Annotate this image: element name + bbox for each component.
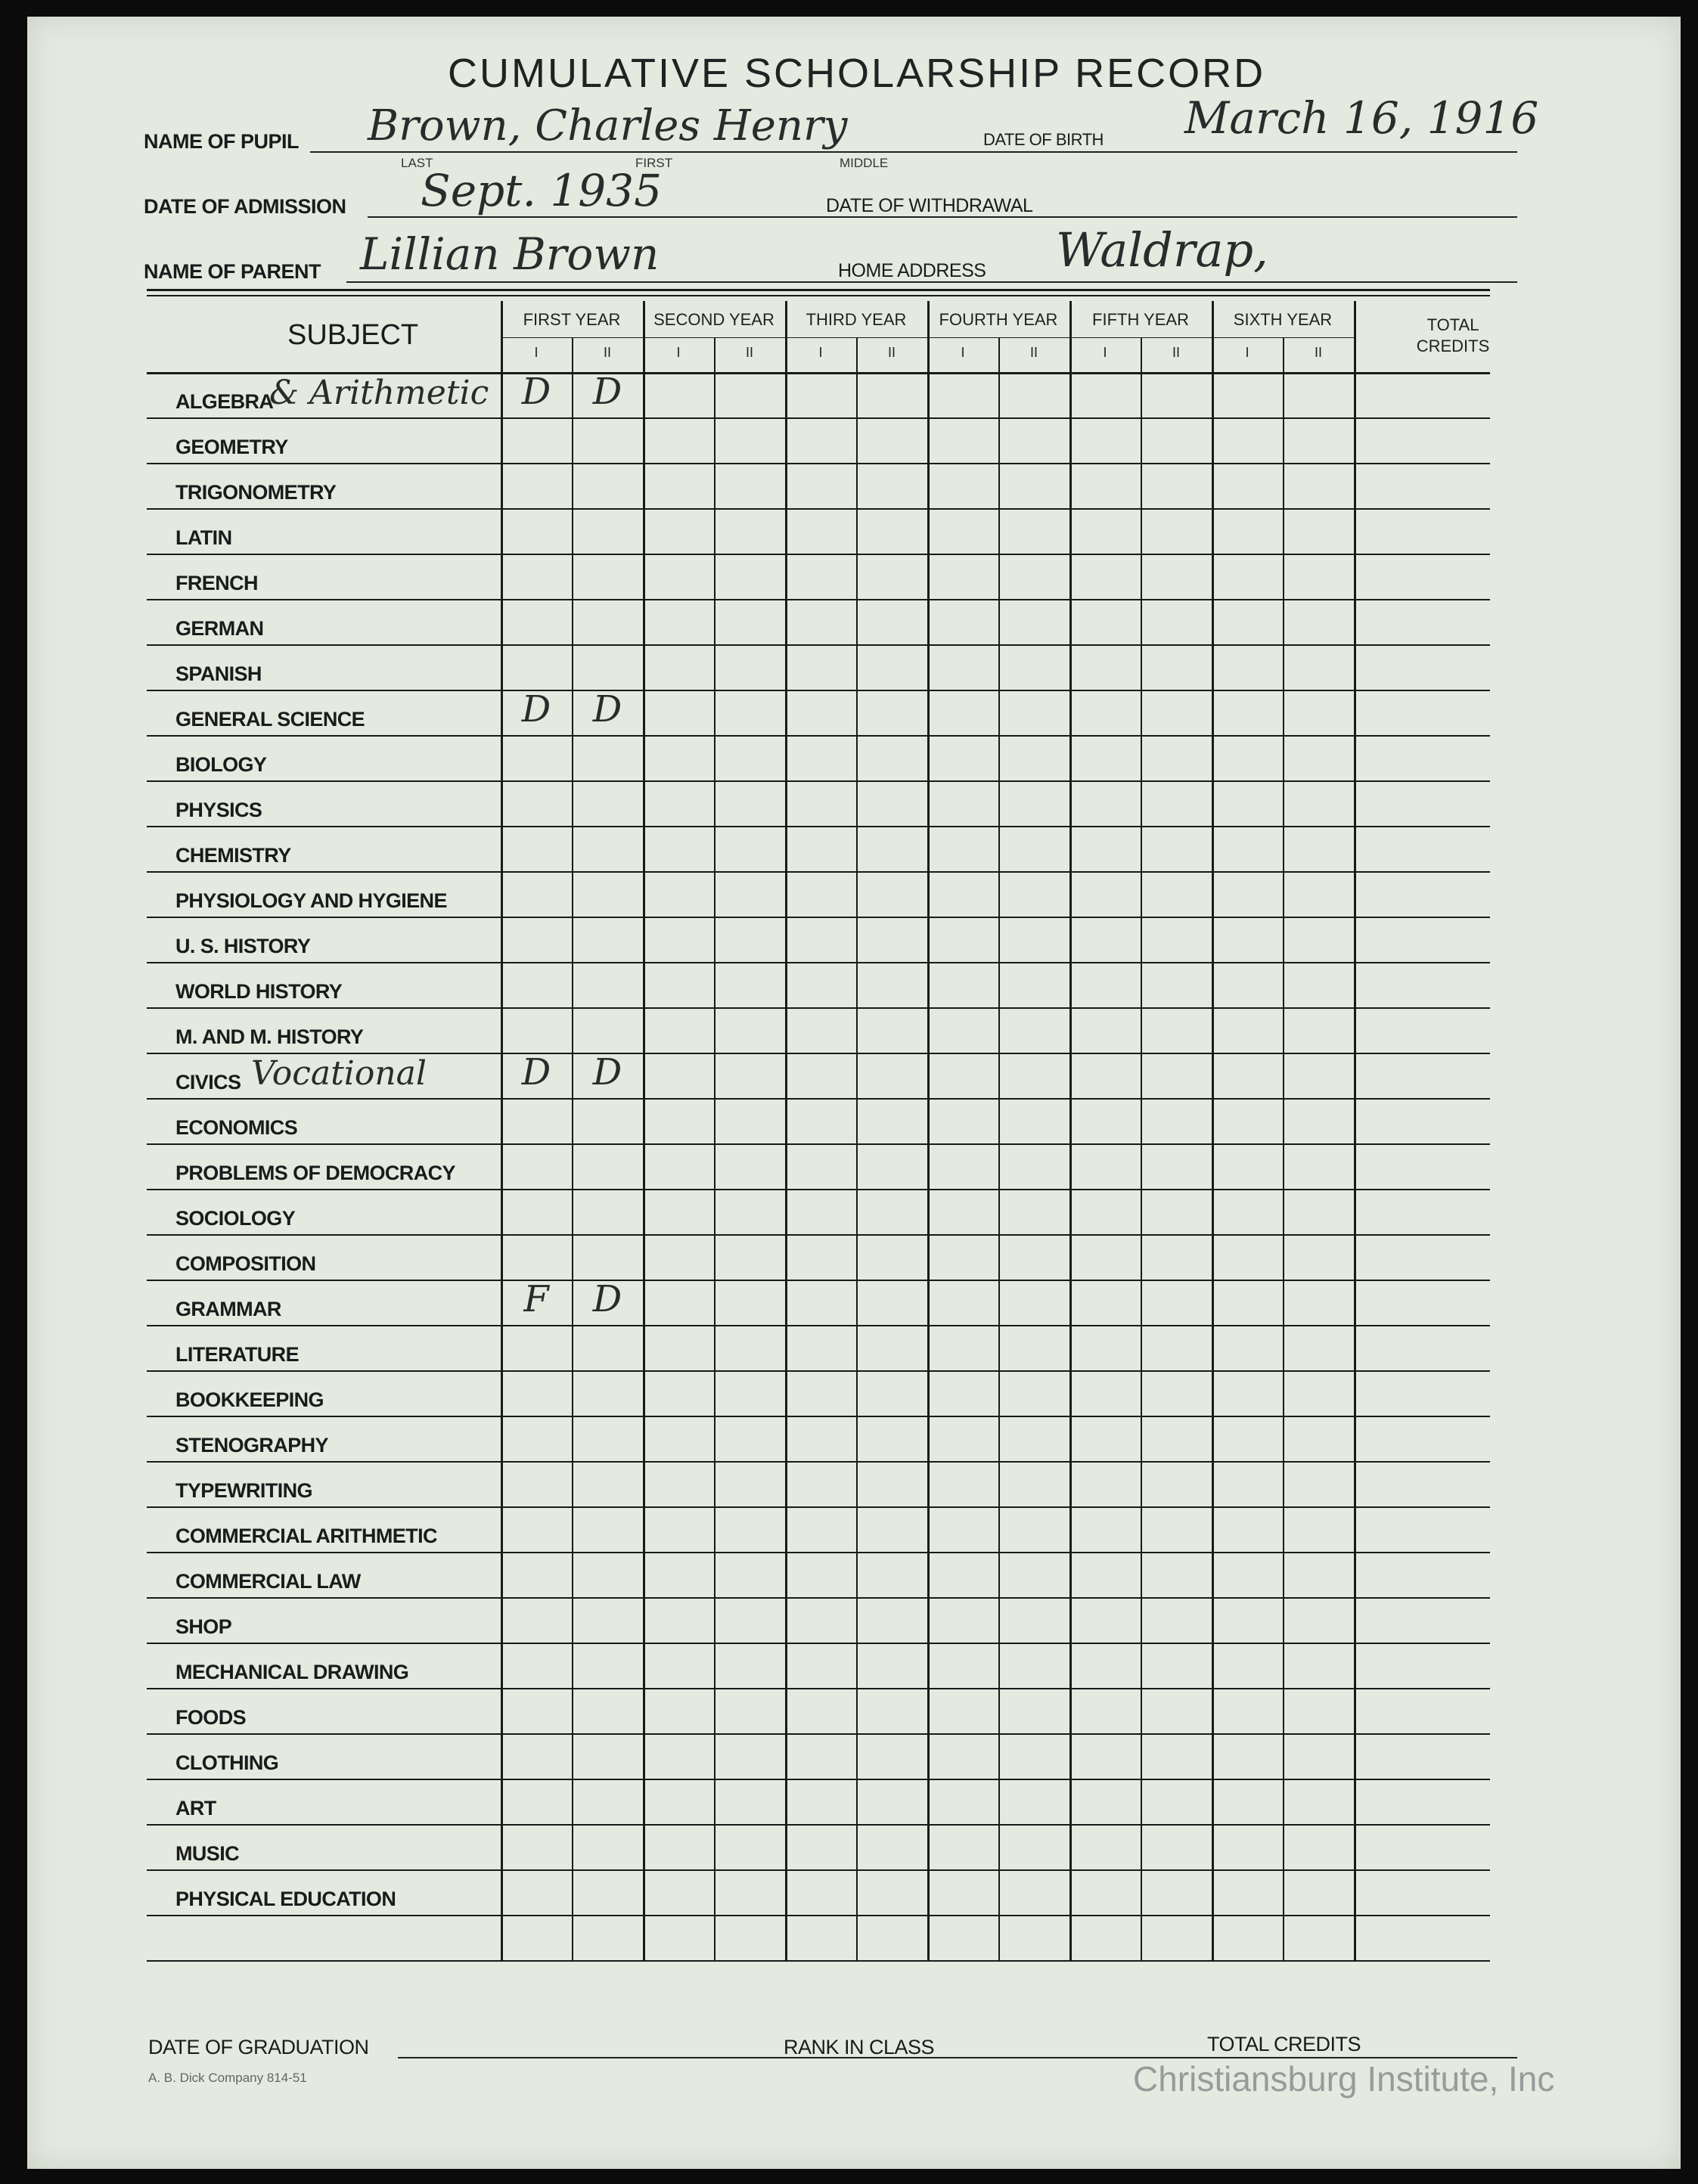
row-rule bbox=[147, 644, 1490, 646]
subject-label: CHEMISTRY bbox=[175, 844, 291, 867]
admission-value: Sept. 1935 bbox=[421, 165, 662, 216]
subject-label: ALGEBRA bbox=[175, 390, 274, 413]
row-rule bbox=[147, 463, 1490, 464]
column-line bbox=[927, 301, 930, 1960]
subject-label: MECHANICAL DRAWING bbox=[175, 1661, 409, 1683]
subject-label: GERMAN bbox=[175, 617, 264, 640]
grade-second-sem: D bbox=[592, 371, 622, 413]
parent-value: Lillian Brown bbox=[360, 228, 660, 280]
withdrawal-label: DATE OF WITHDRAWAL bbox=[826, 195, 1033, 216]
subject-note: Vocational bbox=[251, 1054, 427, 1093]
row-rule bbox=[147, 1688, 1490, 1689]
address-label: HOME ADDRESS bbox=[838, 260, 986, 281]
subject-label: GEOMETRY bbox=[175, 436, 288, 458]
subject-label: U. S. HISTORY bbox=[175, 935, 311, 957]
year-header-1: FIRST YEAR bbox=[523, 310, 621, 329]
rank-label: RANK IN CLASS bbox=[784, 2036, 935, 2058]
subject-label: FRENCH bbox=[175, 572, 258, 594]
row-rule bbox=[147, 1960, 1490, 1962]
row-rule bbox=[147, 1325, 1490, 1326]
semester-header: I bbox=[818, 345, 823, 360]
column-line bbox=[1141, 337, 1142, 1960]
grade-first-sem: F bbox=[523, 1278, 549, 1320]
total-credits-label: TOTAL CREDITS bbox=[1207, 2033, 1361, 2055]
subject-label: TRIGONOMETRY bbox=[175, 481, 337, 504]
row-rule bbox=[147, 962, 1490, 963]
grade-first-sem: D bbox=[521, 1051, 551, 1094]
column-line bbox=[1283, 337, 1284, 1960]
page-title: CUMULATIVE SCHOLARSHIP RECORD bbox=[448, 51, 1266, 96]
column-line bbox=[1069, 301, 1072, 1960]
subject-label: M. AND M. HISTORY bbox=[175, 1025, 364, 1048]
grade-second-sem: D bbox=[592, 1051, 622, 1094]
pupil-rule bbox=[310, 151, 1517, 153]
semester-header: I bbox=[534, 345, 539, 360]
column-line bbox=[643, 301, 645, 1960]
column-line bbox=[785, 301, 787, 1960]
admission-label: DATE OF ADMISSION bbox=[144, 195, 346, 218]
graduation-label: DATE OF GRADUATION bbox=[148, 2036, 369, 2058]
subject-label: GRAMMAR bbox=[175, 1298, 281, 1320]
pupil-label: NAME OF PUPIL bbox=[144, 130, 300, 153]
row-rule bbox=[147, 1461, 1490, 1463]
row-rule bbox=[147, 508, 1490, 510]
year-header-4: FOURTH YEAR bbox=[939, 310, 1058, 329]
subject-label: SOCIOLOGY bbox=[175, 1207, 296, 1230]
row-rule bbox=[147, 1189, 1490, 1190]
row-rule bbox=[147, 1416, 1490, 1417]
subject-label: GENERAL SCIENCE bbox=[175, 708, 365, 731]
subject-label: BIOLOGY bbox=[175, 753, 267, 776]
parent-label: NAME OF PARENT bbox=[144, 260, 321, 283]
year-header-6: SIXTH YEAR bbox=[1233, 310, 1333, 329]
dob-label: DATE OF BIRTH bbox=[983, 130, 1104, 149]
row-rule bbox=[147, 1234, 1490, 1236]
subject-label: COMPOSITION bbox=[175, 1252, 316, 1275]
first-label: FIRST bbox=[635, 156, 673, 170]
column-line bbox=[714, 337, 716, 1960]
semester-header: II bbox=[1314, 345, 1322, 360]
last-label: LAST bbox=[401, 156, 433, 170]
row-rule bbox=[147, 1370, 1490, 1372]
row-rule bbox=[147, 1280, 1490, 1281]
semester-header: I bbox=[1245, 345, 1249, 360]
column-line bbox=[1354, 301, 1356, 1960]
subject-label: WORLD HISTORY bbox=[175, 980, 343, 1003]
middle-label: MIDDLE bbox=[840, 156, 889, 170]
subject-label: CIVICS bbox=[175, 1071, 241, 1094]
total-credits-header: TOTAL CREDITS bbox=[1416, 315, 1490, 355]
subject-column-header: SUBJECT bbox=[287, 319, 419, 351]
semester-header: II bbox=[1029, 345, 1038, 360]
subject-label: FOODS bbox=[175, 1706, 247, 1729]
row-rule bbox=[147, 1824, 1490, 1826]
year-header-3: THIRD YEAR bbox=[806, 310, 907, 329]
row-rule bbox=[147, 917, 1490, 918]
row-rule bbox=[147, 1552, 1490, 1553]
row-rule bbox=[147, 1915, 1490, 1916]
subject-label: STENOGRAPHY bbox=[175, 1434, 328, 1457]
row-rule bbox=[147, 1643, 1490, 1644]
grade-second-sem: D bbox=[592, 1278, 622, 1320]
column-line bbox=[572, 337, 573, 1960]
subject-note: & Arithmetic bbox=[269, 374, 489, 412]
row-rule bbox=[147, 735, 1490, 737]
grade-first-sem: D bbox=[521, 688, 551, 731]
watermark: Christiansburg Institute, Inc bbox=[1133, 2059, 1555, 2099]
subject-label: MUSIC bbox=[175, 1842, 239, 1865]
row-rule bbox=[147, 1098, 1490, 1100]
semester-header: II bbox=[745, 345, 753, 360]
printer-mark: A. B. Dick Company 814-51 bbox=[148, 2071, 307, 2085]
subject-label: SHOP bbox=[175, 1615, 232, 1638]
grade-second-sem: D bbox=[592, 688, 622, 731]
pupil-name-value: Brown, Charles Henry bbox=[368, 101, 848, 150]
row-rule bbox=[147, 1143, 1490, 1145]
row-rule bbox=[147, 599, 1490, 600]
row-rule bbox=[147, 417, 1490, 419]
record-card bbox=[27, 17, 1681, 2169]
subject-label: PROBLEMS OF DEMOCRACY bbox=[175, 1162, 455, 1184]
dob-value: March 16, 1916 bbox=[1184, 92, 1539, 144]
column-line bbox=[1212, 301, 1214, 1960]
subject-label: SPANISH bbox=[175, 662, 262, 685]
subject-label: LITERATURE bbox=[175, 1343, 299, 1366]
subject-label: COMMERCIAL ARITHMETIC bbox=[175, 1525, 437, 1547]
row-rule bbox=[147, 1506, 1490, 1508]
subject-label: ART bbox=[175, 1797, 216, 1819]
semester-header: II bbox=[603, 345, 611, 360]
address-value: Waldrap, bbox=[1056, 222, 1268, 278]
subject-label: COMMERCIAL LAW bbox=[175, 1570, 361, 1593]
semester-header: I bbox=[676, 345, 681, 360]
subject-label: TYPEWRITING bbox=[175, 1479, 312, 1502]
row-rule bbox=[147, 1779, 1490, 1780]
column-line bbox=[856, 337, 858, 1960]
subject-label: ECONOMICS bbox=[175, 1116, 298, 1139]
table-top-rule bbox=[147, 289, 1490, 291]
subject-label: PHYSICAL EDUCATION bbox=[175, 1888, 396, 1910]
subject-label: LATIN bbox=[175, 526, 232, 549]
subject-label: CLOTHING bbox=[175, 1751, 279, 1774]
row-rule bbox=[147, 1733, 1490, 1735]
row-rule bbox=[147, 871, 1490, 873]
column-line bbox=[501, 301, 503, 1960]
year-header-2: SECOND YEAR bbox=[653, 310, 774, 329]
semester-header: II bbox=[1172, 345, 1180, 360]
semester-header: I bbox=[1103, 345, 1107, 360]
grade-first-sem: D bbox=[521, 371, 551, 413]
row-rule bbox=[147, 1597, 1490, 1599]
semester-header: I bbox=[961, 345, 965, 360]
column-line bbox=[998, 337, 1000, 1960]
semester-header: II bbox=[887, 345, 896, 360]
row-rule bbox=[147, 780, 1490, 782]
row-rule bbox=[147, 826, 1490, 827]
row-rule bbox=[147, 1007, 1490, 1009]
row-rule bbox=[147, 690, 1490, 691]
year-header-5: FIFTH YEAR bbox=[1092, 310, 1189, 329]
subject-label: PHYSIOLOGY AND HYGIENE bbox=[175, 889, 447, 912]
table-top-rule-inner bbox=[147, 295, 1490, 296]
row-rule bbox=[147, 1869, 1490, 1871]
subject-label: PHYSICS bbox=[175, 799, 262, 821]
row-rule bbox=[147, 554, 1490, 555]
subject-label: BOOKKEEPING bbox=[175, 1388, 324, 1411]
